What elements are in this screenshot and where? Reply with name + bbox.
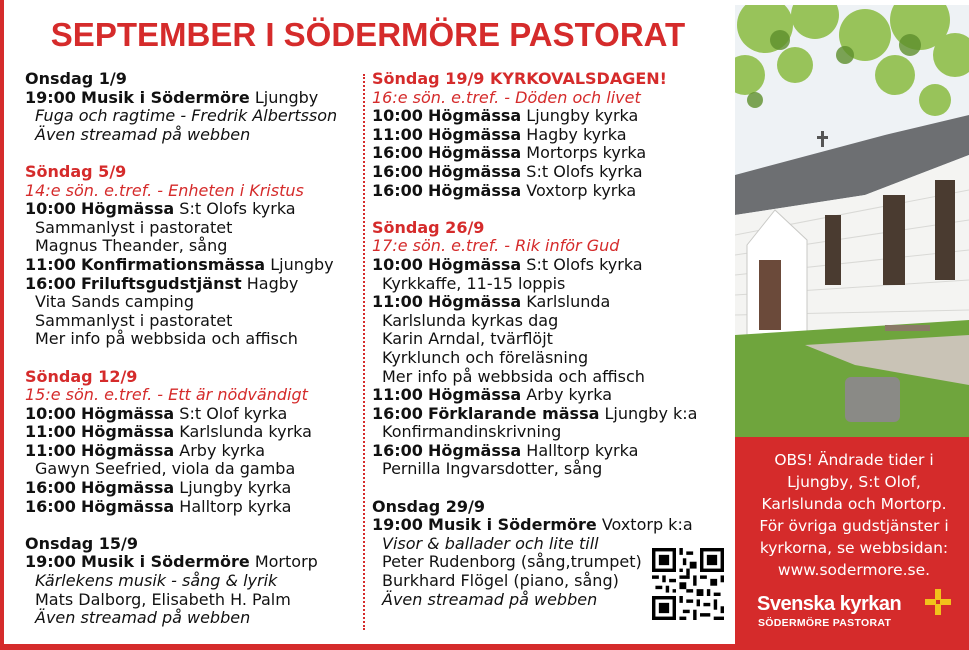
- column-divider: [363, 74, 365, 630]
- service-name: Friluftsgudstjänst: [81, 273, 242, 293]
- service-entry: [25, 553, 360, 572]
- qr-code-icon: [652, 548, 724, 620]
- service-place: S:t Olofs kyrka: [526, 254, 643, 274]
- service-entry: [25, 479, 360, 498]
- info-line: kyrkorna, se webbsidan:: [759, 539, 949, 557]
- info-line: OBS! Ändrade tider i: [774, 451, 934, 469]
- service-note: Mats Dalborg, Elisabeth H. Palm: [35, 589, 291, 609]
- service-time: 11:00: [372, 385, 423, 405]
- service-time: 11:00: [372, 292, 423, 312]
- service-place: Arby kyrka: [526, 385, 613, 405]
- service-entry: [372, 405, 722, 424]
- service-place: Ljungby: [254, 87, 319, 107]
- service-name: Förklarande mässa: [428, 403, 600, 423]
- service-place: S:t Olofs kyrka: [526, 161, 643, 181]
- service-note: Kyrkkaffe, 11-15 loppis: [382, 273, 566, 293]
- service-entry: [372, 144, 722, 163]
- service-entry: [372, 293, 722, 312]
- service-time: 10:00: [372, 254, 423, 274]
- day-heading: Söndag 26/9: [372, 217, 485, 237]
- service-note: Fuga och ragtime - Fredrik Albertsson: [35, 106, 338, 126]
- service-name: Högmässa: [428, 385, 522, 405]
- service-entry: [25, 498, 360, 517]
- service-note: Även streamad på webben: [35, 608, 251, 628]
- service-time: 16:00: [372, 440, 423, 460]
- service-name: Högmässa: [428, 180, 522, 200]
- service-time: 11:00: [25, 440, 76, 460]
- service-time: 16:00: [372, 161, 423, 181]
- service-entry: [25, 256, 360, 275]
- service-place: Karlslunda kyrka: [179, 422, 312, 442]
- service-place: Voxtorp k:a: [601, 515, 693, 535]
- sunday-theme: 14:e sön. e.tref. - Enheten i Kristus: [25, 180, 304, 200]
- service-place: S:t Olof kyrka: [179, 403, 288, 423]
- day-heading: Onsdag 29/9: [372, 496, 486, 516]
- info-line: För övriga gudstjänster i: [759, 517, 949, 535]
- svenska-kyrkan-cross-icon: [925, 589, 951, 615]
- service-time: 16:00: [372, 180, 423, 200]
- day-heading: Söndag 5/9: [25, 161, 127, 181]
- church-photo: [735, 5, 969, 437]
- info-line: Karlslunda och Mortorp.: [761, 495, 947, 513]
- service-name: Högmässa: [428, 292, 522, 312]
- service-time: 11:00: [25, 254, 76, 274]
- sunday-theme: 16:e sön. e.tref. - Döden och livet: [372, 87, 641, 107]
- service-place: Ljungby kyrka: [526, 106, 639, 126]
- info-box: [735, 437, 969, 644]
- service-time: 16:00: [25, 496, 76, 516]
- service-entry: [25, 442, 360, 461]
- page-title: SEPTEMBER I SÖDERMÖRE PASTORAT: [50, 16, 686, 53]
- service-note: Mer info på webbsida och affisch: [382, 366, 645, 386]
- service-note: Pernilla Ingvarsdotter, sång: [382, 459, 603, 479]
- info-line: Ljungby, S:t Olof,: [787, 473, 921, 491]
- service-place: Ljungby: [270, 254, 334, 274]
- right-schedule-column: [372, 70, 722, 628]
- service-note: Peter Rudenborg (sång,trumpet): [382, 552, 642, 572]
- logo-subtitle: SÖDERMÖRE PASTORAT: [758, 617, 892, 629]
- service-entry: [372, 182, 722, 201]
- service-name: Högmässa: [81, 422, 175, 442]
- service-name: Högmässa: [81, 403, 175, 423]
- schedule-day-section: [25, 368, 360, 517]
- service-note: Karin Arndal, tvärflöjt: [382, 329, 553, 349]
- service-place: Hagby kyrka: [526, 124, 627, 144]
- schedule-day-section: [25, 535, 360, 628]
- service-name: Musik i Södermöre: [81, 552, 250, 572]
- service-note: Sammanlyst i pastoratet: [35, 217, 233, 237]
- day-heading: Onsdag 1/9: [25, 69, 127, 88]
- service-time: 10:00: [25, 403, 76, 423]
- day-heading: Onsdag 15/9: [25, 533, 139, 553]
- day-heading: Söndag 19/9 KYRKOVALSDAGEN!: [372, 69, 667, 88]
- service-time: 19:00: [25, 552, 76, 572]
- service-entry: [372, 126, 722, 145]
- service-entry: [25, 89, 360, 108]
- service-place: Mortorp: [254, 552, 318, 572]
- service-name: Högmässa: [81, 478, 175, 498]
- service-time: 11:00: [25, 422, 76, 442]
- service-place: Hagby: [246, 273, 299, 293]
- day-heading: Söndag 12/9: [25, 366, 138, 386]
- service-entry: [372, 442, 722, 461]
- service-name: Högmässa: [428, 124, 522, 144]
- service-place: Halltorp kyrka: [526, 440, 639, 460]
- service-name: Musik i Södermöre: [81, 87, 250, 107]
- info-text: [743, 449, 965, 581]
- service-note: Kärlekens musik - sång & lyrik: [35, 571, 278, 591]
- service-note: Även streamad på webben: [382, 589, 598, 609]
- left-schedule-column: [25, 70, 360, 646]
- service-place: Mortorps kyrka: [526, 143, 647, 163]
- service-note: Sammanlyst i pastoratet: [35, 310, 233, 330]
- service-note: Magnus Theander, sång: [35, 236, 228, 256]
- service-time: 11:00: [372, 124, 423, 144]
- service-time: 16:00: [372, 143, 423, 163]
- sunday-theme: 17:e sön. e.tref. - Rik inför Gud: [372, 236, 620, 256]
- service-note: Visor & ballader och lite till: [382, 533, 599, 553]
- service-name: Högmässa: [81, 440, 175, 460]
- service-entry: [25, 275, 360, 294]
- service-place: Arby kyrka: [179, 440, 266, 460]
- info-line: www.sodermore.se.: [777, 561, 931, 579]
- schedule-day-section: [25, 70, 360, 144]
- church-illustration: [735, 5, 969, 437]
- sunday-theme: 15:e sön. e.tref. - Ett är nödvändigt: [25, 385, 308, 405]
- service-note: Konfirmandinskrivning: [382, 422, 562, 442]
- service-place: Halltorp kyrka: [179, 496, 292, 516]
- service-note: Karlslunda kyrkas dag: [382, 310, 559, 330]
- service-name: Högmässa: [428, 143, 522, 163]
- service-entry: [372, 107, 722, 126]
- service-name: Högmässa: [81, 199, 175, 219]
- service-name: Högmässa: [81, 496, 175, 516]
- service-time: 16:00: [372, 403, 423, 423]
- service-place: S:t Olofs kyrka: [179, 199, 296, 219]
- service-entry: [372, 256, 722, 275]
- left-frame-stripe: [0, 0, 4, 650]
- service-name: Högmässa: [428, 106, 522, 126]
- service-name: Konfirmationsmässa: [81, 254, 266, 274]
- service-time: 16:00: [25, 273, 76, 293]
- service-entry: [25, 405, 360, 424]
- service-time: 16:00: [25, 478, 76, 498]
- service-name: Musik i Södermöre: [428, 515, 597, 535]
- service-entry: [372, 516, 722, 535]
- service-entry: [25, 423, 360, 442]
- schedule-day-section: [25, 163, 360, 349]
- service-time: 10:00: [372, 106, 423, 126]
- logo-name: Svenska kyrkan: [757, 593, 902, 615]
- service-note: Burkhard Flögel (piano, sång): [382, 571, 619, 591]
- service-entry: [372, 163, 722, 182]
- service-name: Högmässa: [428, 254, 522, 274]
- service-time: 19:00: [25, 87, 76, 107]
- service-note: Gawyn Seefried, viola da gamba: [35, 459, 296, 479]
- service-place: Ljungby kyrka: [179, 478, 292, 498]
- schedule-day-section: [372, 219, 722, 479]
- service-time: 19:00: [372, 515, 423, 535]
- service-entry: [25, 200, 360, 219]
- service-name: Högmässa: [428, 440, 522, 460]
- service-place: Ljungby k:a: [604, 403, 698, 423]
- service-place: Voxtorp kyrka: [526, 180, 637, 200]
- service-time: 10:00: [25, 199, 76, 219]
- service-place: Karlslunda: [526, 292, 611, 312]
- service-note: Vita Sands camping: [35, 292, 194, 312]
- schedule-day-section: [372, 70, 722, 200]
- service-name: Högmässa: [428, 161, 522, 181]
- service-entry: [372, 386, 722, 405]
- service-note: Mer info på webbsida och affisch: [35, 329, 298, 349]
- service-note: Även streamad på webben: [35, 124, 251, 144]
- service-note: Kyrklunch och föreläsning: [382, 347, 589, 367]
